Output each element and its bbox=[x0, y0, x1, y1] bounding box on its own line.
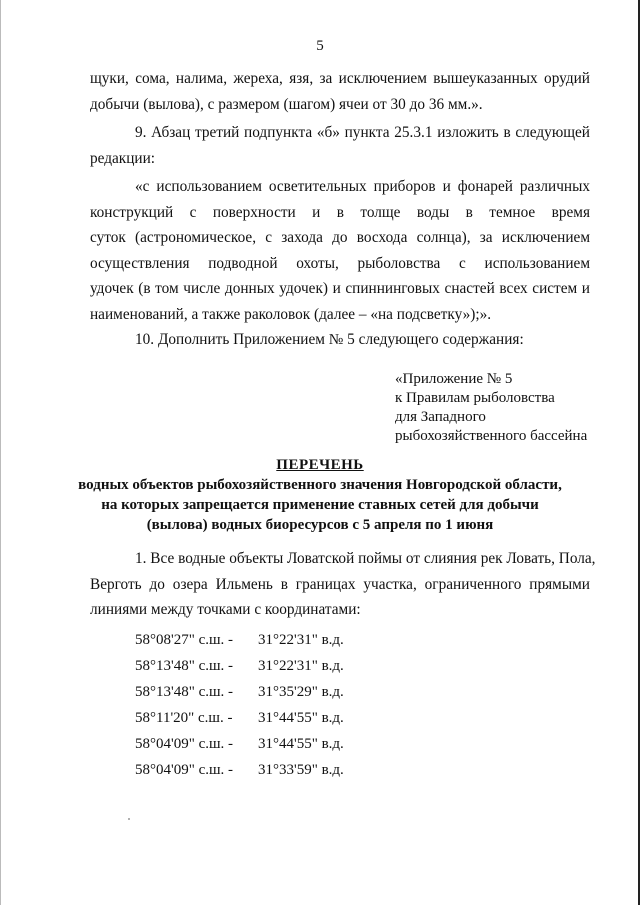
longitude: 31°22'31" в.д. bbox=[258, 658, 344, 674]
coordinate-row bbox=[135, 757, 344, 783]
paragraph-item-10 bbox=[90, 327, 590, 353]
text-line: осуществления подводной охоты, рыболовства с использованием bbox=[90, 254, 590, 272]
text-line: удочек (в том числе донных удочек) и спиннинговых снастей всех систем и bbox=[90, 280, 590, 297]
text-line: наименований, а также раколовок (далее – «на подсветку»);». bbox=[90, 305, 492, 323]
text-line: 1. Все водные объекты Ловатской поймы от слияния рек Ловать, Пола, bbox=[135, 550, 596, 567]
title-line: на которых запрещается применение ставных сетей для добычи bbox=[101, 497, 539, 513]
coordinate-row bbox=[135, 627, 344, 653]
paragraph-continuation bbox=[90, 66, 590, 117]
text-line: конструкций с поверхности и в толще воды в темное время bbox=[90, 203, 590, 221]
page-left-edge bbox=[0, 0, 1, 905]
longitude: 31°44'55" в.д. bbox=[258, 736, 344, 752]
coordinate-row bbox=[135, 653, 344, 679]
coordinates-list bbox=[135, 627, 344, 783]
paragraph-quoted-text bbox=[90, 174, 590, 327]
coordinate-row bbox=[135, 705, 344, 731]
list-item-1 bbox=[90, 546, 596, 623]
text-line: «с использованием осветительных приборов и фонарей различных bbox=[135, 178, 590, 195]
latitude: 58°04'09" с.ш. - bbox=[135, 736, 234, 752]
latitude: 58°04'09" с.ш. - bbox=[135, 762, 234, 778]
latitude: 58°08'27" с.ш. - bbox=[135, 632, 234, 648]
latitude: 58°11'20" с.ш. - bbox=[135, 710, 233, 726]
appendix-line: «Приложение № 5 bbox=[395, 371, 513, 387]
longitude: 31°35'29" в.д. bbox=[258, 684, 344, 700]
longitude: 31°44'55" в.д. bbox=[258, 710, 344, 726]
paragraph-item-9 bbox=[90, 120, 590, 171]
appendix-line: к Правилам рыболовства bbox=[395, 390, 555, 406]
latitude: 58°13'48" с.ш. - bbox=[135, 658, 234, 674]
title-line: водных объектов рыбохозяйственного значения Новгородской области, bbox=[78, 477, 562, 493]
appendix-line: для Западного bbox=[395, 409, 486, 425]
text-line: добычи (вылова), с размером (шагом) ячеи от 30 до 36 мм.». bbox=[90, 95, 483, 113]
text-line: суток (астрономическое, с захода до восхода солнца), за исключением bbox=[90, 229, 590, 246]
text-line: 9. Абзац третий подпункта «б» пункта 25.3.1 изложить в следующей bbox=[135, 124, 590, 141]
appendix-line: рыбохозяйственного бассейна bbox=[395, 428, 588, 444]
title-heading: ПЕРЕЧЕНЬ bbox=[276, 457, 364, 473]
longitude: 31°22'31" в.д. bbox=[258, 632, 344, 648]
latitude: 58°13'48" с.ш. - bbox=[135, 684, 234, 700]
coordinate-row bbox=[135, 731, 344, 757]
title-line: (вылова) водных биоресурсов с 5 апреля по 1 июня bbox=[146, 517, 494, 533]
text-line: редакции: bbox=[90, 149, 156, 167]
scan-speck bbox=[128, 818, 130, 820]
appendix-header bbox=[395, 370, 587, 446]
text-line: 10. Дополнить Приложением № 5 следующего содержания: bbox=[135, 331, 524, 348]
text-line: щуки, сома, налима, жереха, язя, за исключением вышеуказанных орудий bbox=[90, 70, 590, 87]
longitude: 31°33'59" в.д. bbox=[258, 762, 344, 778]
text-line: Верготь до озера Ильмень в границах участка, ограниченного прямыми bbox=[90, 575, 590, 593]
text-line: линиями между точками с координатами: bbox=[90, 601, 361, 618]
list-title bbox=[0, 455, 640, 535]
page-number: 5 bbox=[316, 38, 324, 54]
coordinate-row bbox=[135, 679, 344, 705]
